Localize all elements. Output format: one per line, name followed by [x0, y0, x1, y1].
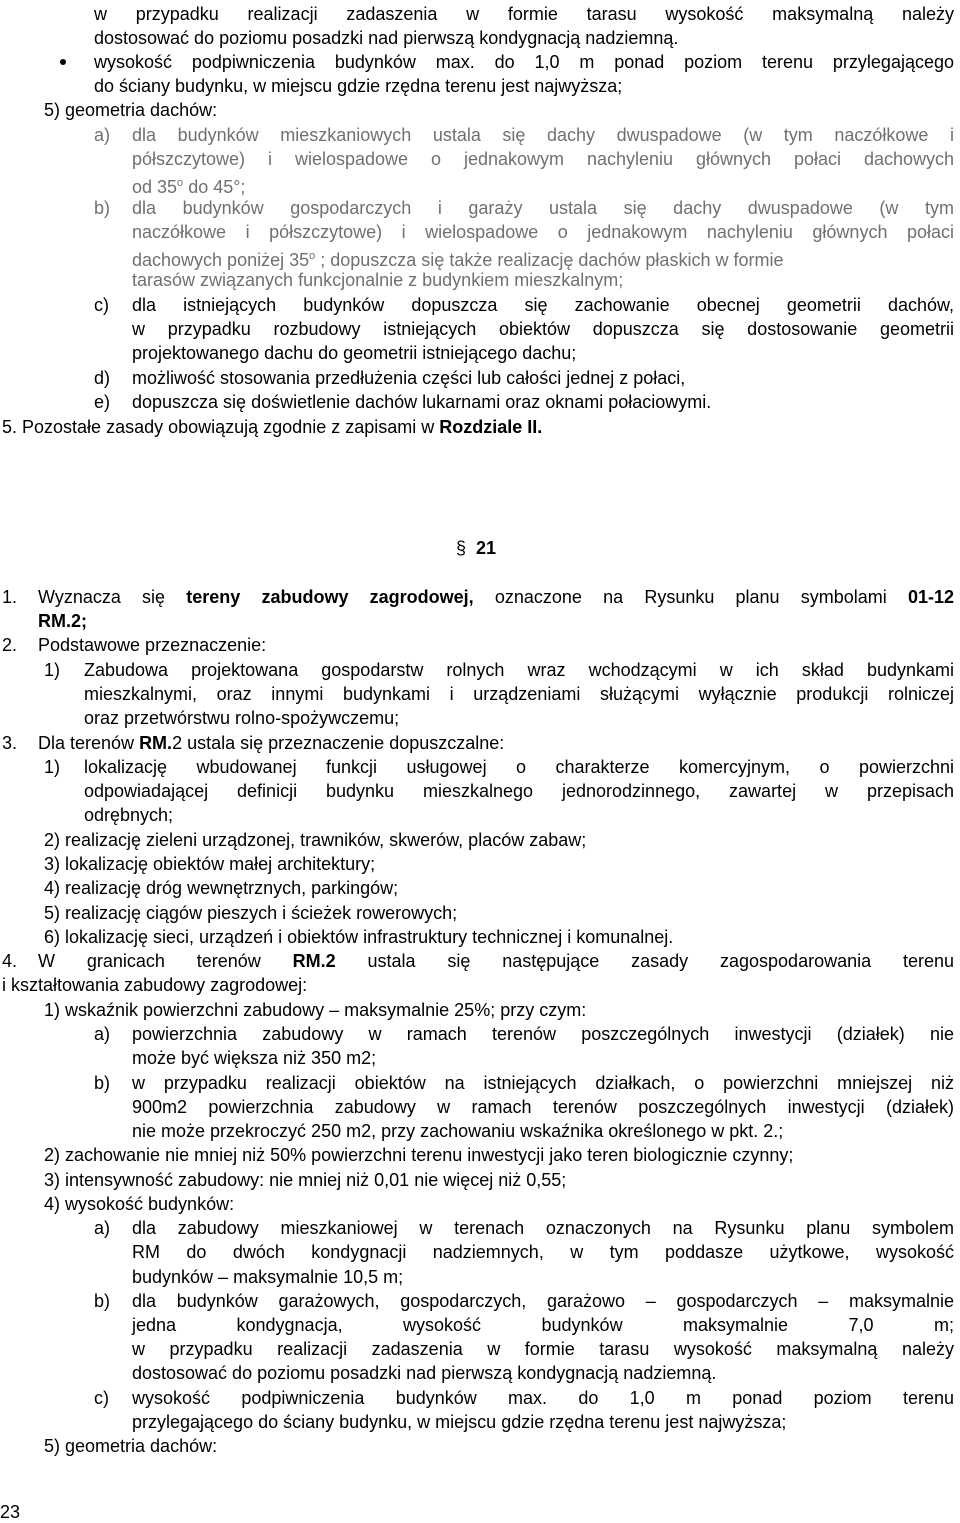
list-label: 1) — [44, 757, 61, 777]
text-line: dopuszcza się doświetlenie dachów lukarnami oraz oknami połaciowymi. — [132, 392, 712, 412]
text-line: 5. Pozostałe zasady obowiązują zgodnie z zapisami w Rozdziale II. — [2, 417, 543, 437]
text-line: mieszkalnymi, oraz innymi budynkami i urządzeniami służącymi wyłącznie produkcji rolniczej — [84, 684, 954, 704]
list-label: b) — [94, 1073, 111, 1093]
text-line: projektowanego dachu do geometrii istniejącego dachu; — [132, 343, 577, 363]
text-line: Dla terenów RM.2 ustala się przeznaczenie dopuszczalne: — [38, 733, 505, 753]
list-item: 2) realizację zieleni urządzonej, trawników, skwerów, placów zabaw; — [44, 830, 587, 850]
text-line: wysokość podpiwniczenia budynków max. do 1,0 m ponad poziom terenu — [132, 1388, 954, 1408]
text-line: w przypadku realizacji obiektów na istniejących działkach, o powierzchni mniejszej niż — [132, 1073, 954, 1093]
text-line: dostosować do poziomu posadzki nad pierwszą kondygnacją nadziemną. — [94, 28, 679, 48]
text-line: naczółkowe i półszczytowe) i wielospadowe o jednakowym nachyleniu głównych połaci — [132, 222, 954, 242]
list-item: 4) wysokość budynków: — [44, 1194, 235, 1214]
list-item: 2) zachowanie nie mniej niż 50% powierzchni terenu inwestycji jako teren biologicznie czynny; — [44, 1145, 794, 1165]
list-label: c) — [94, 1388, 109, 1408]
list-label: a) — [94, 125, 111, 145]
list-number: 3. — [2, 733, 18, 753]
text-line: może być większa niż 350 m2; — [132, 1048, 377, 1068]
bullet-icon — [60, 59, 66, 65]
text-line: do ściany budynku, w miejscu gdzie rzędna terenu jest najwyższa; — [94, 76, 623, 96]
list-number: 4. — [2, 951, 18, 971]
text-line: dla budynków gospodarczych i garaży ustala się dachy dwuspadowe (w tym — [132, 198, 954, 218]
list-item: 1) wskaźnik powierzchni zabudowy – maksymalnie 25%; przy czym: — [44, 1000, 587, 1020]
list-label: a) — [94, 1024, 111, 1044]
text-line: RM do dwóch kondygnacji nadziemnych, w tym poddasze użytkowe, wysokość — [132, 1242, 954, 1262]
text-line: budynków – maksymalnie 10,5 m; — [132, 1267, 404, 1287]
list-label: 1) — [44, 660, 61, 680]
list-item: 5) realizację ciągów pieszych i ścieżek rowerowych; — [44, 903, 458, 923]
text-line: 900m2 powierzchnia zabudowy w ramach terenów poszczególnych inwestycji (działek) — [132, 1097, 954, 1117]
text-line: lokalizację wbudowanej funkcji usługowej o charakterze komercyjnym, o powierzchni — [84, 757, 954, 777]
text-line: dachowych poniżej 35$^o$ ; dopuszcza się także realizację dachów płaskich w formie — [132, 250, 784, 270]
text-line: oraz przetwórstwu rolno-spożywczemu; — [84, 708, 400, 728]
list-number: 2. — [2, 635, 18, 655]
text-line: w przypadku realizacji zadaszenia w formie tarasu wysokość maksymalną należy — [132, 1339, 954, 1359]
text-line: i kształtowania zabudowy zagrodowej: — [2, 975, 308, 995]
text-line: od 35$^o$ do 45°; — [132, 177, 246, 197]
text-line: półszczytowe) i wielospadowe o jednakowym nachyleniu głównych połaci dachowych — [132, 149, 954, 169]
text-line: odpowiadającej definicji budynku mieszkalnego jednorodzinnego, zawartej w przepisach — [84, 781, 954, 801]
text-line: w przypadku realizacji zadaszenia w formie tarasu wysokość maksymalną należy — [94, 4, 954, 24]
list-number: 1. — [2, 587, 18, 607]
list-label: d) — [94, 368, 111, 388]
text-line: przylegającego do ściany budynku, w miejscu gdzie rzędna terenu jest najwyższa; — [132, 1412, 787, 1432]
text-line: w przypadku rozbudowy istniejących obiektów dopuszcza się dostosowanie geometrii — [132, 319, 954, 339]
text-line: wysokość podpiwniczenia budynków max. do 1,0 m ponad poziom terenu przylegającego — [94, 52, 954, 72]
text-line: odrębnych; — [84, 805, 174, 825]
text-line: RM.2; — [38, 611, 87, 631]
text-line: tarasów związanych funkcjonalnie z budynkiem mieszkalnym; — [132, 270, 624, 290]
list-item-heading: 5) geometria dachów: — [44, 100, 218, 120]
text-line: dla budynków garażowych, gospodarczych, garażowo – gospodarczych – maksymalnie — [132, 1291, 954, 1311]
list-label: b) — [94, 198, 111, 218]
text-line: Zabudowa projektowana gospodarstw rolnych wraz wchodzącymi w ich skład budynkami — [84, 660, 954, 680]
text-line: dostosować do poziomu posadzki nad pierwszą kondygnacją nadziemną. — [132, 1363, 717, 1383]
list-item: 3) intensywność zabudowy: nie mniej niż 0,01 nie więcej niż 0,55; — [44, 1170, 567, 1190]
text-line: dla zabudowy mieszkaniowej w terenach oznaczonych na Rysunku planu symbolem — [132, 1218, 954, 1238]
list-label: e) — [94, 392, 111, 412]
text-line: dla budynków mieszkaniowych ustala się dachy dwuspadowe (w tym naczółkowe i — [132, 125, 954, 145]
text-line: Podstawowe przeznaczenie: — [38, 635, 267, 655]
list-item: 3) lokalizację obiektów małej architektury; — [44, 854, 376, 874]
text-line: Wyznacza się tereny zabudowy zagrodowej, oznaczone na Rysunku planu symbolami 01-12 — [38, 587, 955, 607]
page-number: 23 — [0, 1502, 21, 1522]
list-label: a) — [94, 1218, 111, 1238]
text-line: powierzchnia zabudowy w ramach terenów poszczególnych inwestycji (działek) nie — [132, 1024, 954, 1044]
text-line: nie może przekroczyć 250 m2, przy zachowaniu wskaźnika określonego w pkt. 2.; — [132, 1121, 784, 1141]
list-label: b) — [94, 1291, 111, 1311]
text-line: W granicach terenów RM.2 ustala się następujące zasady zagospodarowania terenu — [38, 951, 954, 971]
text-line: dla istniejących budynków dopuszcza się zachowanie obecnej geometrii dachów, — [132, 295, 954, 315]
list-item: 6) lokalizację sieci, urządzeń i obiektów infrastruktury technicznej i komunalnej. — [44, 927, 674, 947]
text-line: możliwość stosowania przedłużenia części lub całości jednej z połaci, — [132, 368, 686, 388]
section-heading: § 21 — [456, 538, 497, 558]
list-label: c) — [94, 295, 109, 315]
list-item: 5) geometria dachów: — [44, 1436, 218, 1456]
text-line: jedna kondygnacja, wysokość budynków maksymalnie 7,0 m; — [132, 1315, 954, 1335]
list-item: 4) realizację dróg wewnętrznych, parkingów; — [44, 878, 399, 898]
